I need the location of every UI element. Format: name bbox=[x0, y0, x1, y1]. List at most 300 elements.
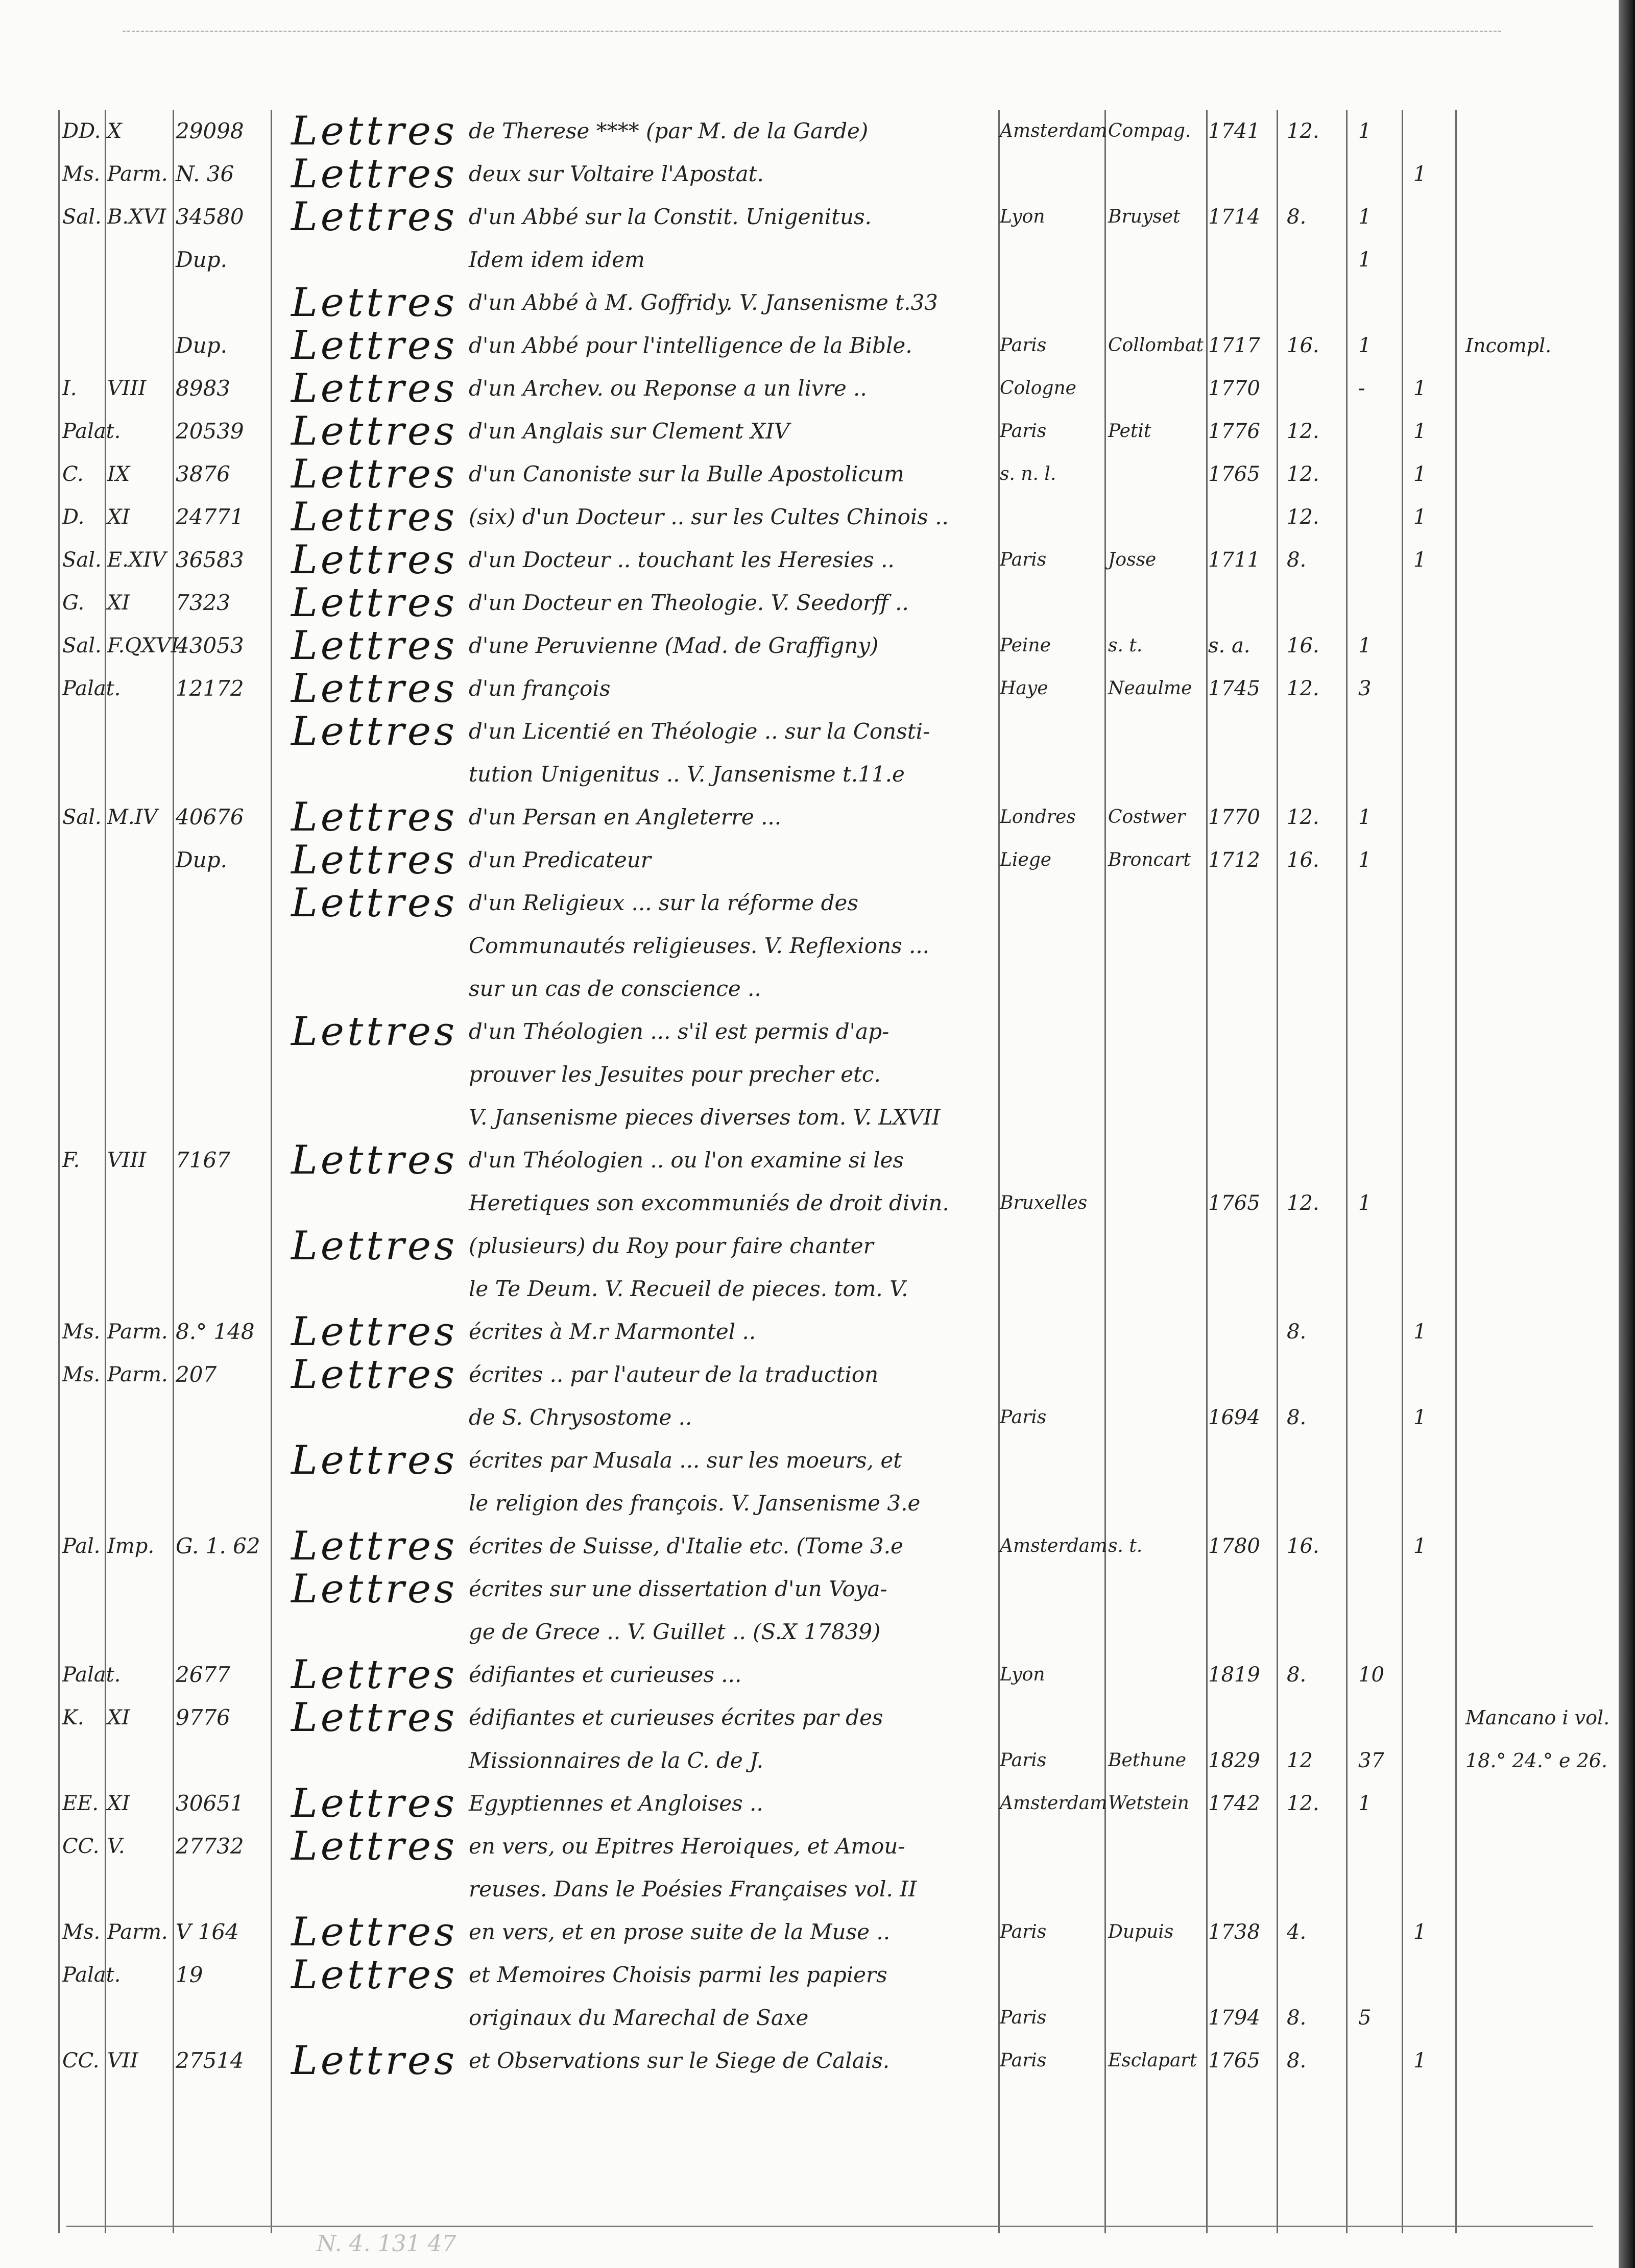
publication-place: Paris bbox=[1000, 549, 1047, 570]
library-code bbox=[62, 1868, 102, 1911]
shelf-section: XI bbox=[107, 1792, 130, 1815]
shelf-number: 12172 bbox=[176, 676, 244, 701]
catalog-row bbox=[0, 1525, 1635, 1568]
publication-place bbox=[1000, 1696, 1102, 1739]
publisher bbox=[1108, 1267, 1205, 1310]
entry-title: en vers, ou Epitres Heroiques, et Amou- bbox=[469, 1834, 905, 1859]
publication-year: 1770 bbox=[1208, 806, 1260, 829]
catalog-row bbox=[0, 924, 1635, 967]
publisher bbox=[1108, 367, 1205, 410]
publisher bbox=[1108, 1139, 1205, 1182]
catalog-row bbox=[0, 667, 1635, 710]
entry-keyword: Lettres bbox=[291, 709, 458, 754]
remarks bbox=[1465, 238, 1603, 281]
format bbox=[1287, 1053, 1333, 1096]
entry-keyword: Lettres bbox=[291, 1695, 458, 1741]
shelf-section bbox=[107, 238, 169, 281]
publisher: Petit bbox=[1108, 421, 1151, 442]
volume-count bbox=[1358, 1096, 1394, 1139]
remarks bbox=[1465, 796, 1603, 839]
library-code: Sal. bbox=[62, 806, 102, 829]
library-code bbox=[62, 839, 102, 882]
format bbox=[1287, 1010, 1333, 1053]
shelf-number: 8.° 148 bbox=[176, 1319, 255, 1344]
library-code bbox=[62, 324, 102, 367]
shelf-number: Dup. bbox=[176, 333, 227, 358]
publisher bbox=[1108, 1482, 1205, 1525]
catalog-row bbox=[0, 453, 1635, 496]
volume-count bbox=[1358, 1868, 1394, 1911]
volume-count bbox=[1358, 1310, 1394, 1353]
library-code: Palat. bbox=[62, 677, 121, 700]
library-code bbox=[62, 1396, 102, 1439]
format bbox=[1287, 1096, 1333, 1139]
volume-count bbox=[1358, 410, 1394, 453]
publication-year bbox=[1208, 1696, 1269, 1739]
publisher: Dupuis bbox=[1108, 1921, 1174, 1942]
copy-count: 1 bbox=[1413, 548, 1427, 572]
publication-place bbox=[1000, 967, 1102, 1010]
format bbox=[1287, 1139, 1333, 1182]
catalog-row bbox=[0, 1782, 1635, 1825]
entry-keyword bbox=[291, 924, 460, 967]
entry-title: écrites sur une dissertation d'un Voya- bbox=[469, 1576, 887, 1601]
remarks bbox=[1465, 2039, 1603, 2082]
entry-title: ge de Grece .. V. Guillet .. (S.X 17839) bbox=[469, 1619, 881, 1644]
shelf-number bbox=[176, 1611, 268, 1653]
remarks bbox=[1465, 1568, 1603, 1611]
publication-place: Cologne bbox=[1000, 378, 1076, 399]
publication-year bbox=[1208, 281, 1269, 324]
catalog-row bbox=[0, 1868, 1635, 1911]
catalog-row bbox=[0, 1182, 1635, 1225]
publisher: Compag. bbox=[1108, 120, 1191, 141]
publisher bbox=[1108, 967, 1205, 1010]
entry-keyword bbox=[291, 967, 460, 1010]
publication-place: Bruxelles bbox=[1000, 1192, 1088, 1213]
entry-title: d'un Abbé à M. Goffridy. V. Jansenisme t.33 bbox=[469, 290, 938, 315]
entry-keyword: Lettres bbox=[291, 1137, 458, 1183]
remarks bbox=[1465, 1782, 1603, 1825]
format: 12 bbox=[1287, 1749, 1313, 1772]
bottom-rule bbox=[66, 2226, 1593, 2227]
shelf-number: 24771 bbox=[176, 504, 244, 529]
remarks bbox=[1465, 196, 1603, 238]
volume-count bbox=[1358, 539, 1394, 581]
shelf-section bbox=[107, 924, 169, 967]
copy-count bbox=[1413, 1096, 1449, 1139]
copy-count bbox=[1413, 238, 1449, 281]
publication-year bbox=[1208, 1868, 1269, 1911]
entry-keyword: Lettres bbox=[291, 1523, 458, 1569]
publication-year bbox=[1208, 1096, 1269, 1139]
format: 8. bbox=[1287, 548, 1307, 572]
remarks bbox=[1465, 410, 1603, 453]
format: 12. bbox=[1287, 462, 1319, 486]
format bbox=[1287, 1225, 1333, 1267]
catalog-row bbox=[0, 1696, 1635, 1739]
catalog-row bbox=[0, 539, 1635, 581]
copy-count bbox=[1413, 967, 1449, 1010]
entry-keyword: Lettres bbox=[291, 580, 458, 626]
publisher bbox=[1108, 1182, 1205, 1225]
publication-year bbox=[1208, 1310, 1269, 1353]
library-code bbox=[62, 1611, 102, 1653]
catalog-row bbox=[0, 367, 1635, 410]
volume-count bbox=[1358, 581, 1394, 624]
shelf-section bbox=[107, 882, 169, 924]
library-code: Palat. bbox=[62, 420, 121, 443]
publisher bbox=[1108, 1053, 1205, 1096]
entry-title: d'un Théologien .. ou l'on examine si les bbox=[469, 1148, 904, 1173]
format: 8. bbox=[1287, 1663, 1307, 1687]
publisher bbox=[1108, 1653, 1205, 1696]
publisher bbox=[1108, 153, 1205, 196]
format bbox=[1287, 710, 1333, 753]
format: 16. bbox=[1287, 334, 1319, 357]
publication-year bbox=[1208, 1053, 1269, 1096]
library-code: EE. bbox=[62, 1792, 99, 1815]
entry-title: V. Jansenisme pieces diverses tom. V. LXVII bbox=[469, 1105, 941, 1130]
shelf-number bbox=[176, 710, 268, 753]
publication-year bbox=[1208, 967, 1269, 1010]
copy-count: 1 bbox=[1413, 1534, 1427, 1558]
entry-title: et Observations sur le Siege de Calais. bbox=[469, 2048, 890, 2073]
publisher bbox=[1108, 496, 1205, 539]
publisher bbox=[1108, 1825, 1205, 1868]
entry-title: Heretiques son excommuniés de droit divin. bbox=[469, 1190, 949, 1215]
remarks bbox=[1465, 667, 1603, 710]
shelf-number bbox=[176, 1396, 268, 1439]
publication-year bbox=[1208, 238, 1269, 281]
volume-count bbox=[1358, 924, 1394, 967]
remarks bbox=[1465, 1525, 1603, 1568]
catalog-row bbox=[0, 1396, 1635, 1439]
shelf-section bbox=[107, 1182, 169, 1225]
copy-count bbox=[1413, 1182, 1449, 1225]
shelf-number bbox=[176, 1868, 268, 1911]
format: 12. bbox=[1287, 806, 1319, 829]
catalog-row bbox=[0, 496, 1635, 539]
shelf-number bbox=[176, 1010, 268, 1053]
library-code: CC. bbox=[62, 1835, 100, 1858]
shelf-section bbox=[107, 1482, 169, 1525]
volume-count: 1 bbox=[1358, 334, 1372, 357]
entry-title: Egyptiennes et Angloises .. bbox=[469, 1791, 763, 1816]
format: 8. bbox=[1287, 1320, 1307, 1344]
copy-count bbox=[1413, 796, 1449, 839]
faint-stamp: N. 4. 131 47 bbox=[317, 2231, 456, 2257]
entry-keyword: Lettres bbox=[291, 1823, 458, 1869]
entry-title: d'un Théologien ... s'il est permis d'ap- bbox=[469, 1019, 889, 1044]
publication-year bbox=[1208, 924, 1269, 967]
library-code bbox=[62, 1225, 102, 1267]
publisher bbox=[1108, 1225, 1205, 1267]
volume-count bbox=[1358, 1353, 1394, 1396]
publication-year: 1794 bbox=[1208, 2006, 1260, 2030]
publication-year bbox=[1208, 496, 1269, 539]
shelf-section bbox=[107, 1010, 169, 1053]
shelf-number: G. 1. 62 bbox=[176, 1533, 260, 1558]
format bbox=[1287, 1353, 1333, 1396]
shelf-section bbox=[107, 1996, 169, 2039]
shelf-section bbox=[107, 839, 169, 882]
volume-count bbox=[1358, 1568, 1394, 1611]
copy-count bbox=[1413, 1225, 1449, 1267]
shelf-number: 36583 bbox=[176, 547, 244, 572]
publication-year: 1742 bbox=[1208, 1792, 1260, 1815]
volume-count bbox=[1358, 1225, 1394, 1267]
entry-keyword bbox=[291, 1096, 460, 1139]
publication-place: Paris bbox=[1000, 2007, 1047, 2028]
copy-count bbox=[1413, 1739, 1449, 1782]
entry-title: sur un cas de conscience .. bbox=[469, 976, 761, 1001]
shelf-number bbox=[176, 1739, 268, 1782]
catalog-row bbox=[0, 839, 1635, 882]
entry-keyword: Lettres bbox=[291, 365, 458, 411]
copy-count bbox=[1413, 710, 1449, 753]
volume-count bbox=[1358, 967, 1394, 1010]
publication-place bbox=[1000, 496, 1102, 539]
volume-count: - bbox=[1358, 377, 1365, 400]
shelf-section bbox=[107, 1653, 169, 1696]
library-code: Ms. bbox=[62, 1320, 101, 1344]
copy-count bbox=[1413, 281, 1449, 324]
volume-count bbox=[1358, 1010, 1394, 1053]
shelf-section: E.XIV bbox=[107, 548, 166, 572]
remarks: 18.° 24.° e 26. bbox=[1465, 1749, 1608, 1772]
copy-count bbox=[1413, 1053, 1449, 1096]
remarks bbox=[1465, 153, 1603, 196]
format: 16. bbox=[1287, 1534, 1319, 1558]
publication-place bbox=[1000, 1096, 1102, 1139]
library-code: Sal. bbox=[62, 634, 102, 657]
library-code: F. bbox=[62, 1149, 80, 1172]
catalog-row bbox=[0, 1310, 1635, 1353]
shelf-section: Parm. bbox=[107, 1920, 168, 1944]
publication-place: Amsterdam bbox=[1000, 1535, 1108, 1556]
publisher bbox=[1108, 882, 1205, 924]
volume-count bbox=[1358, 882, 1394, 924]
volume-count bbox=[1358, 453, 1394, 496]
remarks bbox=[1465, 967, 1603, 1010]
library-code: DD. bbox=[62, 119, 101, 143]
shelf-section bbox=[107, 1954, 169, 1996]
publication-year: 1765 bbox=[1208, 462, 1260, 486]
format: 4. bbox=[1287, 1920, 1307, 1944]
publication-place: Paris bbox=[1000, 2050, 1047, 2071]
publication-place: Paris bbox=[1000, 335, 1047, 356]
publication-place bbox=[1000, 1139, 1102, 1182]
entry-keyword: Lettres bbox=[291, 1309, 458, 1355]
catalog-row bbox=[0, 1611, 1635, 1653]
shelf-section bbox=[107, 1611, 169, 1653]
shelf-section: VIII bbox=[107, 1149, 147, 1172]
entry-title: d'un Archev. ou Reponse a un livre .. bbox=[469, 376, 867, 401]
publication-year bbox=[1208, 1954, 1269, 1996]
remarks bbox=[1465, 1225, 1603, 1267]
shelf-section bbox=[107, 1096, 169, 1139]
publisher bbox=[1108, 1696, 1205, 1739]
library-code bbox=[62, 753, 102, 796]
publisher bbox=[1108, 1439, 1205, 1482]
library-code bbox=[62, 1482, 102, 1525]
entry-title: d'un Anglais sur Clement XIV bbox=[469, 419, 790, 444]
copy-count bbox=[1413, 667, 1449, 710]
remarks bbox=[1465, 1954, 1603, 1996]
entry-keyword bbox=[291, 1996, 460, 2039]
entry-title: en vers, et en prose suite de la Muse .. bbox=[469, 1919, 891, 1944]
format: 8. bbox=[1287, 2006, 1307, 2030]
format: 16. bbox=[1287, 634, 1319, 657]
library-code: CC. bbox=[62, 2049, 100, 2072]
publication-place: Amsterdam bbox=[1000, 120, 1108, 141]
volume-count: 1 bbox=[1358, 806, 1372, 829]
entry-title: d'un Abbé pour l'intelligence de la Bible. bbox=[469, 333, 912, 358]
publication-place bbox=[1000, 1568, 1102, 1611]
copy-count: 1 bbox=[1413, 420, 1427, 443]
entry-title: de S. Chrysostome .. bbox=[469, 1405, 692, 1430]
entry-title: d'un Predicateur bbox=[469, 847, 651, 872]
remarks bbox=[1465, 1096, 1603, 1139]
catalog-row bbox=[0, 1482, 1635, 1525]
entry-title: d'un Religieux ... sur la réforme des bbox=[469, 890, 858, 915]
publication-year: 1770 bbox=[1208, 377, 1260, 400]
copy-count bbox=[1413, 1996, 1449, 2039]
entry-keyword bbox=[291, 1267, 460, 1310]
catalog-row bbox=[0, 753, 1635, 796]
publisher bbox=[1108, 1954, 1205, 1996]
publication-place bbox=[1000, 1267, 1102, 1310]
shelf-section bbox=[107, 281, 169, 324]
publication-year: 1712 bbox=[1208, 848, 1260, 872]
format bbox=[1287, 367, 1333, 410]
library-code bbox=[62, 710, 102, 753]
volume-count bbox=[1358, 1396, 1394, 1439]
format bbox=[1287, 967, 1333, 1010]
entry-keyword: Lettres bbox=[291, 666, 458, 712]
remarks bbox=[1465, 1868, 1603, 1911]
shelf-number bbox=[176, 924, 268, 967]
catalog-row bbox=[0, 196, 1635, 238]
entry-keyword bbox=[291, 1482, 460, 1525]
catalog-row bbox=[0, 238, 1635, 281]
entry-keyword: Lettres bbox=[291, 2038, 458, 2084]
shelf-section: B.XVI bbox=[107, 205, 166, 229]
format: 8. bbox=[1287, 2049, 1307, 2072]
publication-year: 1829 bbox=[1208, 1749, 1260, 1772]
entry-keyword: Lettres bbox=[291, 1781, 458, 1826]
publication-place: Paris bbox=[1000, 421, 1047, 442]
entry-keyword: Lettres bbox=[291, 1009, 458, 1055]
format: 12. bbox=[1287, 420, 1319, 443]
entry-keyword: Lettres bbox=[291, 1437, 458, 1483]
library-code: Ms. bbox=[62, 1363, 101, 1386]
publisher bbox=[1108, 1010, 1205, 1053]
publisher bbox=[1108, 1353, 1205, 1396]
shelf-number bbox=[176, 1053, 268, 1096]
volume-count bbox=[1358, 1911, 1394, 1954]
catalog-row bbox=[0, 1825, 1635, 1868]
entry-keyword: Lettres bbox=[291, 151, 458, 197]
copy-count bbox=[1413, 1482, 1449, 1525]
publisher bbox=[1108, 238, 1205, 281]
remarks bbox=[1465, 710, 1603, 753]
publication-year bbox=[1208, 1353, 1269, 1396]
entry-title: édifiantes et curieuses écrites par des bbox=[469, 1705, 883, 1730]
volume-count bbox=[1358, 710, 1394, 753]
copy-count: 1 bbox=[1413, 1920, 1427, 1944]
catalog-row bbox=[0, 581, 1635, 624]
entry-keyword: Lettres bbox=[291, 451, 458, 497]
remarks: Mancano i vol. bbox=[1465, 1706, 1610, 1729]
shelf-section: Parm. bbox=[107, 162, 168, 186]
shelf-section bbox=[107, 1053, 169, 1096]
entry-title: d'un françois bbox=[469, 676, 611, 701]
publication-year bbox=[1208, 1825, 1269, 1868]
volume-count bbox=[1358, 1696, 1394, 1739]
remarks bbox=[1465, 110, 1603, 153]
shelf-section: V. bbox=[107, 1835, 125, 1858]
library-code: Ms. bbox=[62, 162, 101, 186]
publication-place bbox=[1000, 281, 1102, 324]
publication-year: 1738 bbox=[1208, 1920, 1260, 1944]
publisher: Neaulme bbox=[1108, 678, 1192, 699]
volume-count bbox=[1358, 1267, 1394, 1310]
publication-year: 1765 bbox=[1208, 1191, 1260, 1215]
shelf-section bbox=[107, 1225, 169, 1267]
entry-title: originaux du Marechal de Saxe bbox=[469, 2005, 809, 2030]
shelf-number: V 164 bbox=[176, 1919, 239, 1944]
volume-count bbox=[1358, 1139, 1394, 1182]
publication-year: 1745 bbox=[1208, 677, 1260, 700]
remarks bbox=[1465, 453, 1603, 496]
catalog-row bbox=[0, 624, 1635, 667]
shelf-section bbox=[107, 1439, 169, 1482]
shelf-section bbox=[107, 1568, 169, 1611]
publication-year bbox=[1208, 882, 1269, 924]
publication-place: Paris bbox=[1000, 1407, 1047, 1428]
entry-title: d'un Docteur en Theologie. V. Seedorff .. bbox=[469, 590, 909, 615]
catalog-row bbox=[0, 1996, 1635, 2039]
remarks bbox=[1465, 924, 1603, 967]
catalog-row bbox=[0, 1010, 1635, 1053]
volume-count: 1 bbox=[1358, 634, 1372, 657]
catalog-row bbox=[0, 1439, 1635, 1482]
entry-title: écrites .. par l'auteur de la traduction bbox=[469, 1362, 879, 1387]
copy-count bbox=[1413, 1139, 1449, 1182]
remarks bbox=[1465, 1439, 1603, 1482]
catalog-row bbox=[0, 1096, 1635, 1139]
publication-place bbox=[1000, 882, 1102, 924]
shelf-number: 3876 bbox=[176, 461, 230, 486]
entry-keyword bbox=[291, 1739, 460, 1782]
format bbox=[1287, 1954, 1333, 1996]
copy-count bbox=[1413, 1439, 1449, 1482]
format: 12. bbox=[1287, 677, 1319, 700]
publication-year bbox=[1208, 1568, 1269, 1611]
remarks bbox=[1465, 1053, 1603, 1096]
publication-year bbox=[1208, 153, 1269, 196]
volume-count bbox=[1358, 1825, 1394, 1868]
publication-year: 1741 bbox=[1208, 119, 1260, 143]
volume-count bbox=[1358, 2039, 1394, 2082]
publication-year bbox=[1208, 1611, 1269, 1653]
publication-place bbox=[1000, 581, 1102, 624]
shelf-section: XI bbox=[107, 505, 130, 529]
publisher: Bruyset bbox=[1108, 206, 1181, 227]
publication-place bbox=[1000, 1353, 1102, 1396]
